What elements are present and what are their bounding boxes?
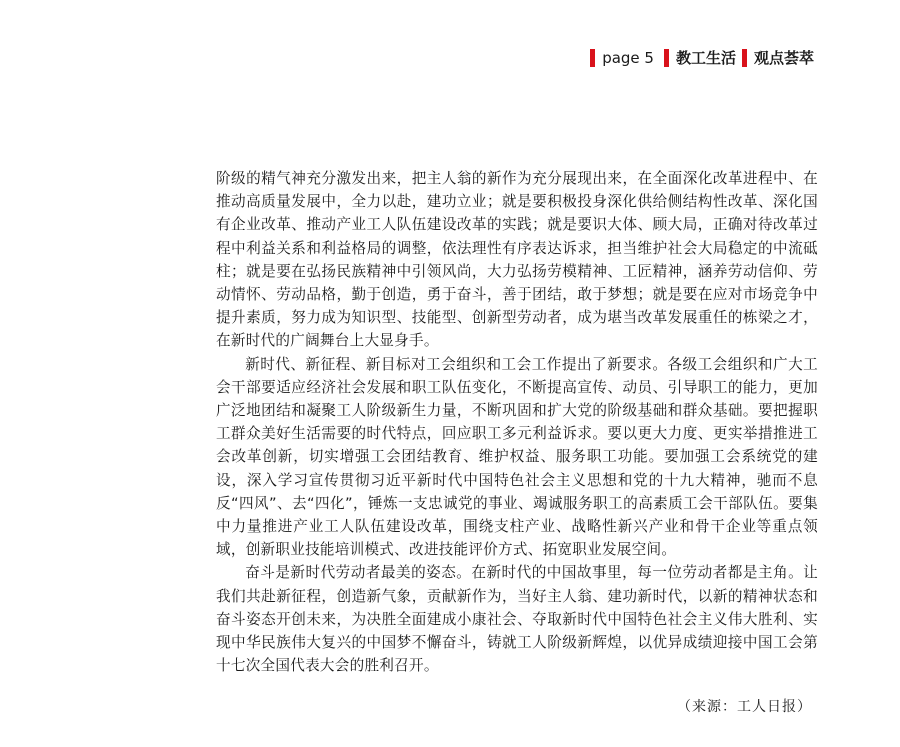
article-body — [216, 167, 818, 677]
paragraph-1: 阶级的精气神充分激发出来，把主人翁的新作为充分展现出来，在全面深化改革进程中、在推动高质量发展中，全力以赴，建功立业；就是要积极投身深化供给侧结构性改革、深化国有企业改革、推动产业工人队伍建设改革的实践；就是要识大体、顾大局，正确对待改革过程中利益关系和利益格局的调整，依法理性有序表达诉求，担当维护社会大局稳定的中流砥柱；就是要在弘扬民族精神中引领风尚，大力弘扬劳模精神、工匠精神，涵养劳动信仰、劳动情怀、劳动品格，勤于创造，勇于奋斗，善于团结，敢于梦想；就是要在应对市场竞争中提升素质，努力成为知识型、技能型、创新型劳动者，成为堪当改革发展重任的栋梁之才，在新时代的广阔舞台上大显身手。 — [216, 170, 818, 350]
paragraph-2: 新时代、新征程、新目标对工会组织和工会工作提出了新要求。各级工会组织和广大工会干部要适应经济社会发展和职工队伍变化，不断提高宣传、动员、引导职工的能力，更加广泛地团结和凝聚工人阶级新生力量，不断巩固和扩大党的阶级基础和群众基础。要把握职工群众美好生活需要的时代特点，回应职工多元利益诉求。要以更大力度、更实举措推进工会改革创新，切实增强工会团结教育、维护权益、服务职工功能。要加强工会系统党的建设，深入学习宣传贯彻习近平新时代中国特色社会主义思想和党的十九大精神，驰而不息反“四风”、去“四化”，锤炼一支忠诚党的事业、竭诚服务职工的高素质工会干部队伍。要集中力量推进产业工人队伍建设改革，围绕支柱产业、战略性新兴产业和骨干企业等重点领域，创新职业技能培训模式、改进技能评价方式、拓宽职业发展空间。 — [216, 355, 818, 559]
page-header — [580, 48, 814, 68]
column-tag — [742, 48, 814, 68]
page-number-tag — [590, 48, 654, 68]
red-bar-icon — [664, 49, 669, 67]
article-source: （来源：工人日报） — [677, 699, 812, 715]
red-bar-icon — [590, 49, 595, 67]
section-label: 教工生活 — [675, 49, 736, 67]
page-label: page 5 — [602, 49, 654, 67]
column-label: 观点荟萃 — [753, 49, 814, 67]
red-bar-icon — [742, 49, 747, 67]
paragraph-3: 奋斗是新时代劳动者最美的姿态。在新时代的中国故事里，每一位劳动者都是主角。让我们共赴新征程，创造新气象，贡献新作为，当好主人翁、建功新时代，以新的精神状态和奋斗姿态开创未来，为决胜全面建成小康社会、夺取新时代中国特色社会主义伟大胜利、实现中华民族伟大复兴的中国梦不懈奋斗，铸就工人阶级新辉煌，以优异成绩迎接中国工会第十七次全国代表大会的胜利召开。 — [216, 564, 818, 675]
section-tag — [664, 48, 736, 68]
